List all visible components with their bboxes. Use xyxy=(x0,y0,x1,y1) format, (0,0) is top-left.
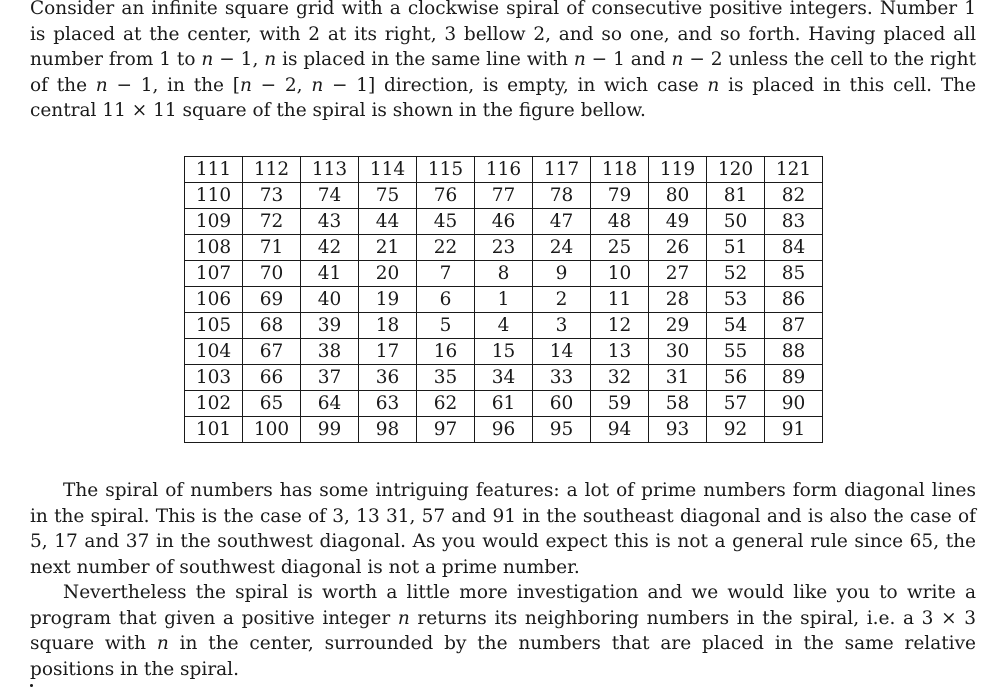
table-cell: 49 xyxy=(649,209,707,235)
table-cell: 80 xyxy=(649,183,707,209)
math-n: n xyxy=(156,633,169,654)
table-cell: 21 xyxy=(359,235,417,261)
table-cell: 6 xyxy=(417,287,475,313)
table-cell: 4 xyxy=(475,313,533,339)
table-cell: 98 xyxy=(359,417,417,443)
table-cell: 40 xyxy=(301,287,359,313)
table-row xyxy=(185,287,823,313)
table-cell: 63 xyxy=(359,391,417,417)
table-cell: 5 xyxy=(417,313,475,339)
table-cell: 104 xyxy=(185,339,243,365)
table-cell: 50 xyxy=(707,209,765,235)
table-cell: 68 xyxy=(243,313,301,339)
table-cell: 88 xyxy=(765,339,823,365)
table-cell: 28 xyxy=(649,287,707,313)
table-cell: 87 xyxy=(765,313,823,339)
table-cell: 1 xyxy=(475,287,533,313)
table-cell: 100 xyxy=(243,417,301,443)
table-cell: 60 xyxy=(533,391,591,417)
table-cell: 39 xyxy=(301,313,359,339)
table-cell: 115 xyxy=(417,157,475,183)
table-cell: 26 xyxy=(649,235,707,261)
table-cell: 119 xyxy=(649,157,707,183)
table-cell: 58 xyxy=(649,391,707,417)
table-cell: 91 xyxy=(765,417,823,443)
table-cell: 77 xyxy=(475,183,533,209)
table-cell: 35 xyxy=(417,365,475,391)
table-cell: 13 xyxy=(591,339,649,365)
features-paragraph: The spiral of numbers has some intriguing features: a lot of prime numbers form diagonal lines in the spiral. This is the case of 3, 13 31, 57 and 91 in the southeast diagonal and is also the case of 5, 17 and 37 in the southwest diagonal. As you would expect this is not a general rule since 65, the next number of southwest diagonal is not a prime number. xyxy=(30,480,976,578)
table-cell: 47 xyxy=(533,209,591,235)
table-cell: 30 xyxy=(649,339,707,365)
table-cell: 41 xyxy=(301,261,359,287)
table-cell: 121 xyxy=(765,157,823,183)
table-cell: 70 xyxy=(243,261,301,287)
table-cell: 33 xyxy=(533,365,591,391)
table-cell: 67 xyxy=(243,339,301,365)
table-cell: 83 xyxy=(765,209,823,235)
table-cell: 12 xyxy=(591,313,649,339)
table-cell: 20 xyxy=(359,261,417,287)
table-cell: 48 xyxy=(591,209,649,235)
table-cell: 118 xyxy=(591,157,649,183)
table-row xyxy=(185,183,823,209)
table-cell: 96 xyxy=(475,417,533,443)
table-cell: 92 xyxy=(707,417,765,443)
table-cell: 76 xyxy=(417,183,475,209)
table-cell: 14 xyxy=(533,339,591,365)
table-row xyxy=(185,339,823,365)
math-n: n xyxy=(573,49,586,70)
table-cell: 2 xyxy=(533,287,591,313)
table-cell: 19 xyxy=(359,287,417,313)
table-cell: 105 xyxy=(185,313,243,339)
table-cell: 112 xyxy=(243,157,301,183)
table-cell: 56 xyxy=(707,365,765,391)
table-cell: 101 xyxy=(185,417,243,443)
math-n: n xyxy=(264,49,277,70)
table-cell: 81 xyxy=(707,183,765,209)
table-cell: 10 xyxy=(591,261,649,287)
table-cell: 3 xyxy=(533,313,591,339)
table-cell: 86 xyxy=(765,287,823,313)
table-cell: 38 xyxy=(301,339,359,365)
table-cell: 25 xyxy=(591,235,649,261)
table-cell: 55 xyxy=(707,339,765,365)
table-row xyxy=(185,209,823,235)
table-cell: 113 xyxy=(301,157,359,183)
table-cell: 51 xyxy=(707,235,765,261)
table-cell: 79 xyxy=(591,183,649,209)
table-cell: 90 xyxy=(765,391,823,417)
table-cell: 106 xyxy=(185,287,243,313)
table-cell: 82 xyxy=(765,183,823,209)
table-cell: 62 xyxy=(417,391,475,417)
table-cell: 108 xyxy=(185,235,243,261)
table-cell: 23 xyxy=(475,235,533,261)
table-cell: 111 xyxy=(185,157,243,183)
table-cell: 78 xyxy=(533,183,591,209)
intro-paragraph: Consider an infinite square grid with a clockwise spiral of consecutive positive integers. Number 1 is placed at the center, with 2 at its right, 3 bellow 2, and so one, and so forth. Having placed all number from 1 to n − 1, n is placed in the same line with n − 1 and n − 2 unless the cell to the right of the n − 1, in the [n − 2, n − 1] direction, is empty, in wich case n is placed in this cell. The central 11 × 11 square of the spiral is shown in the figure bellow. xyxy=(30,0,977,121)
trailing-mark xyxy=(30,684,33,687)
table-cell: 53 xyxy=(707,287,765,313)
table-cell: 44 xyxy=(359,209,417,235)
table-cell: 59 xyxy=(591,391,649,417)
table-cell: 32 xyxy=(591,365,649,391)
math-n: n xyxy=(201,49,214,70)
table-row xyxy=(185,391,823,417)
table-cell: 31 xyxy=(649,365,707,391)
table-cell: 85 xyxy=(765,261,823,287)
table-cell: 7 xyxy=(417,261,475,287)
table-cell: 37 xyxy=(301,365,359,391)
table-cell: 8 xyxy=(475,261,533,287)
table-row xyxy=(185,313,823,339)
table-cell: 17 xyxy=(359,339,417,365)
table-cell: 27 xyxy=(649,261,707,287)
table-cell: 54 xyxy=(707,313,765,339)
table-cell: 9 xyxy=(533,261,591,287)
table-cell: 109 xyxy=(185,209,243,235)
table-cell: 84 xyxy=(765,235,823,261)
table-row xyxy=(185,365,823,391)
table-cell: 107 xyxy=(185,261,243,287)
table-cell: 99 xyxy=(301,417,359,443)
table-cell: 66 xyxy=(243,365,301,391)
table-cell: 95 xyxy=(533,417,591,443)
table-cell: 29 xyxy=(649,313,707,339)
table-cell: 42 xyxy=(301,235,359,261)
table-cell: 52 xyxy=(707,261,765,287)
table-cell: 46 xyxy=(475,209,533,235)
table-cell: 16 xyxy=(417,339,475,365)
table-cell: 117 xyxy=(533,157,591,183)
table-cell: 43 xyxy=(301,209,359,235)
math-n: n xyxy=(671,49,684,70)
table-cell: 61 xyxy=(475,391,533,417)
table-cell: 93 xyxy=(649,417,707,443)
table-cell: 73 xyxy=(243,183,301,209)
table-cell: 36 xyxy=(359,365,417,391)
math-n: n xyxy=(397,607,410,629)
table-cell: 114 xyxy=(359,157,417,183)
table-cell: 64 xyxy=(301,391,359,417)
table-cell: 120 xyxy=(707,157,765,183)
table-cell: 72 xyxy=(243,209,301,235)
math-n: n xyxy=(311,74,324,96)
spiral-table xyxy=(184,156,823,443)
spiral-table-body xyxy=(185,157,823,443)
math-n: n xyxy=(239,74,252,96)
table-row xyxy=(185,417,823,443)
table-cell: 110 xyxy=(185,183,243,209)
table-row xyxy=(185,157,823,183)
table-cell: 71 xyxy=(243,235,301,261)
table-cell: 103 xyxy=(185,365,243,391)
table-row xyxy=(185,235,823,261)
table-cell: 22 xyxy=(417,235,475,261)
table-cell: 74 xyxy=(301,183,359,209)
table-cell: 18 xyxy=(359,313,417,339)
task-paragraph: Nevertheless the spiral is worth a little more investigation and we would like you to write a program that given a positive integer n returns its neighboring numbers in the spiral, i.e. a 3 × 3 square with n in the center, surrounded by the numbers that are placed in the same relative positions in the spiral. xyxy=(30,582,976,680)
table-cell: 24 xyxy=(533,235,591,261)
table-cell: 11 xyxy=(591,287,649,313)
table-cell: 89 xyxy=(765,365,823,391)
math-n: n xyxy=(707,74,720,96)
table-cell: 45 xyxy=(417,209,475,235)
table-cell: 102 xyxy=(185,391,243,417)
table-cell: 69 xyxy=(243,287,301,313)
table-cell: 116 xyxy=(475,157,533,183)
table-cell: 15 xyxy=(475,339,533,365)
table-cell: 57 xyxy=(707,391,765,417)
math-n: n xyxy=(95,74,108,96)
table-cell: 65 xyxy=(243,391,301,417)
table-cell: 97 xyxy=(417,417,475,443)
table-cell: 75 xyxy=(359,183,417,209)
table-row xyxy=(185,261,823,287)
table-cell: 94 xyxy=(591,417,649,443)
table-cell: 34 xyxy=(475,365,533,391)
